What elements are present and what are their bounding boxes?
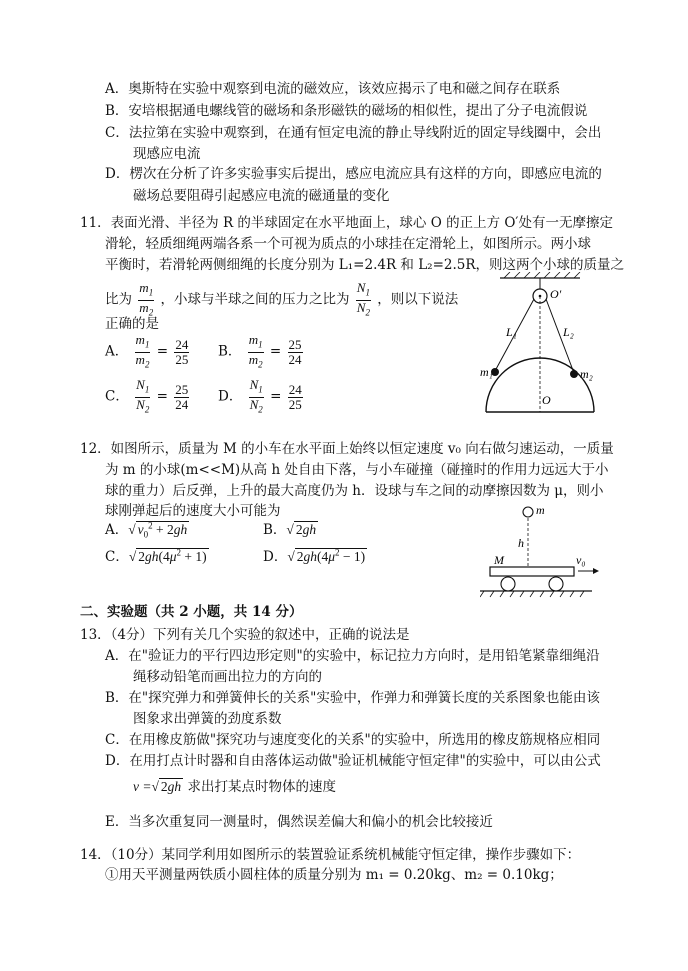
q14-stem: 14．（10分）某同学利用如图所示的装置验证系统机械能守恒定律，操作步骤如下： (80, 847, 581, 863)
q11-stem-line3: 平衡时，若滑轮两侧细绳的长度分别为 L₁=2.4R 和 L₂=2.5R，则这两个小球的质量之 (105, 257, 625, 273)
q10-option-d: D．楞次在分析了许多实验事实后提出，感应电流应具有这样的方向，即感应电流的 (105, 166, 602, 182)
ceiling-hatch (504, 272, 580, 278)
ground-hatch (480, 591, 584, 597)
q14-step1: ①用天平测量两铁质小圆柱体的质量分别为 m₁ = 0.20kg、m₂ = 0.10kg； (105, 867, 563, 883)
q13-option-d-cont: v =√ 2gh 求出打某点时物体的速度 (133, 779, 336, 795)
label-m1: m₁ (480, 365, 493, 379)
label-l2: L₂ (563, 325, 574, 339)
label-v0: v₀ (576, 553, 586, 567)
label-h: h (518, 536, 524, 550)
label-o: O (542, 393, 551, 407)
wheel-left (501, 577, 515, 591)
q13-option-e: E．当多次重复同一测量时，偶然误差偏大和偏小的机会比较接近 (105, 814, 493, 830)
q10-option-c-cont: 现感应电流 (133, 146, 201, 162)
label-cart-m: M (494, 553, 504, 567)
q11-stem-line5: 正确的是 (105, 316, 159, 332)
q13-stem: 13．（4分）下列有关几个实验的叙述中，正确的说法是 (80, 627, 410, 643)
q12-stem-line3: 球的重力）后反弹，上升的最大高度仍为 h．设球与车之间的动摩擦因数为 μ，则小 (105, 483, 604, 499)
q10-option-c: C．法拉第在实验中观察到，在通有恒定电流的静止导线附近的固定导线圈中，会出 (105, 125, 602, 141)
q13-option-b: B．在"探究弹力和弹簧伸长的关系"实验中，作弹力和弹簧长度的关系图象也能由该 (105, 690, 600, 706)
q11-option-c: C． $\frac{N_1}{N_2}$ = $\frac{25}{24}$ (105, 377, 189, 415)
q12-stem-line2: 为 m 的小球(m<<M)从高 h 处自由下落，与小车碰撞（碰撞时的作用力远远大于小 (105, 462, 609, 478)
q12-option-a: A．√ $v_0^2 + 2gh$ (105, 520, 188, 540)
q11-hemisphere-figure (480, 272, 615, 417)
label-l1: L₁ (506, 325, 517, 339)
q12-option-b: B．√ 2gh (263, 522, 317, 538)
q13-option-a: A．在"验证力的平行四边形定则"的实验中，标记拉力方向时，是用铅笔紧靠细绳沿 (105, 648, 600, 664)
label-m2: m₂ (580, 367, 593, 381)
q11-stem-line2: 滑轮，轻质细绳两端各系一个可视为质点的小球挂在定滑轮上，如图所示。两小球 (105, 236, 591, 252)
q12-stem-line1: 12．如图所示，质量为 M 的小车在水平面上始终以恒定速度 v₀ 向右做匀速运动，一质量 (80, 441, 614, 457)
ball-m (523, 507, 533, 517)
label-o-prime: O′ (550, 287, 562, 301)
q12-option-c: C．√ $2gh(4\mu^2 + 1)$ (105, 547, 207, 565)
cart-body (490, 567, 574, 576)
q13-option-c: C．在用橡皮筋做"探究功与速度变化的关系"的实验中，所选用的橡皮筋规格应相同 (105, 732, 601, 748)
q11-stem-line1: 11．表面光滑、半径为 R 的半球固定在水平地面上，球心 O 的正上方 O′处有一无摩擦定 (80, 215, 613, 231)
q10-option-b: B．安培根据通电螺线管的磁场和条形磁铁的磁场的相似性，提出了分子电流假说 (105, 103, 588, 119)
q13-option-a-cont: 绳移动铅笔而画出拉力的方向的 (133, 669, 322, 685)
q12-cart-figure (480, 503, 600, 603)
q12-option-d: D．√ $2gh(4\mu^2 - 1)$ (263, 547, 366, 565)
q10-option-a: A．奥斯特在实验中观察到电流的磁效应，该效应揭示了电和磁之间存在联系 (105, 81, 561, 97)
q11-option-d: D． $\frac{N_1}{N_2}$ = $\frac{24}{25}$ (218, 377, 302, 415)
label-m: m (536, 503, 545, 517)
q10-option-d-cont: 磁场总要阻碍引起感应电流的磁通量的变化 (133, 188, 390, 204)
section-title-experiments: 二、实验题（共 2 小题，共 14 分） (80, 604, 303, 620)
wheel-right (549, 577, 563, 591)
q12-stem-line4: 球刚弹起后的速度大小可能为 (105, 503, 281, 519)
q13-option-b-cont: 图象求出弹簧的劲度系数 (133, 711, 282, 727)
q13-option-d: D．在用打点计时器和自由落体运动做"验证机械能守恒定律"的实验中，可以由公式 (105, 753, 601, 769)
q11-option-a: A． $\frac{m_1}{m_2}$ = $\frac{24}{25}$ (105, 332, 189, 370)
q11-stem-line4: 比为 $\frac{m_1}{m_2}$ ，小球与半球之间的压力之比为 $\frac{N_1}{N_2}$ ，则以下说法 (105, 280, 459, 318)
ball-m2 (570, 370, 578, 378)
q11-option-b: B． $\frac{m_1}{m_2}$ = $\frac{25}{24}$ (218, 332, 302, 370)
